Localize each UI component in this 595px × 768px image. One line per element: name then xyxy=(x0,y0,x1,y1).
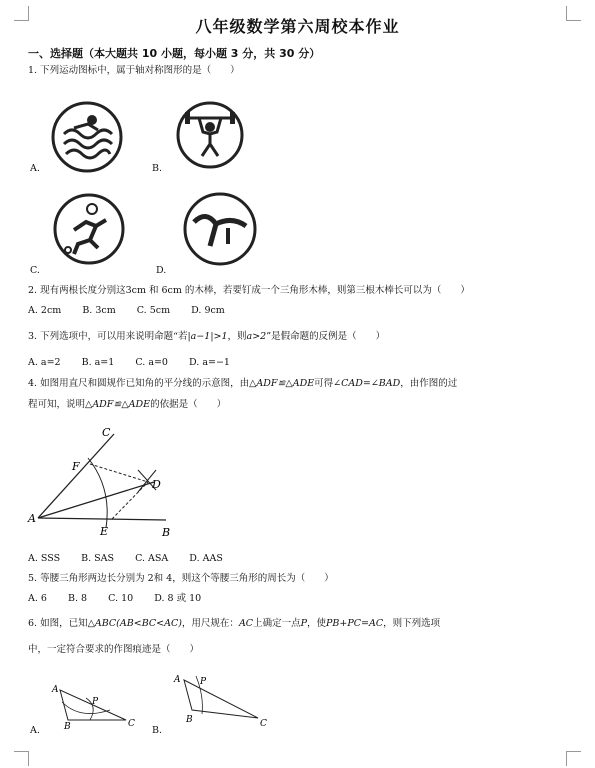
swimming-icon xyxy=(50,100,125,175)
q6-label-a: A. xyxy=(30,725,40,736)
q4-fig-label-b: B xyxy=(162,526,171,539)
weightlifting-icon xyxy=(175,100,245,170)
running-icon xyxy=(52,192,127,267)
q6-figa-label-a: A xyxy=(52,685,59,695)
q2-options xyxy=(28,304,243,318)
q6-figb-label-b: B xyxy=(186,715,193,725)
q6-figa-label-b: B xyxy=(64,722,71,732)
q4-option-b: B. SAS xyxy=(81,553,115,564)
q2-option-d: D. 9cm xyxy=(191,305,225,316)
q1-label-c: C. xyxy=(30,265,40,276)
q4-fig-label-d: D xyxy=(152,478,161,491)
q6-figa-label-p: P xyxy=(92,697,99,707)
q6-figure-b xyxy=(172,672,272,728)
q6-figa-label-c: C xyxy=(128,719,135,729)
q2-stem: 2. 现有两根长度分别这3cm 和 6cm 的木棒，若要钉成一个三角形木棒，则第三根木棒长可以为（ ） xyxy=(28,285,470,296)
q4-fig-label-c: C xyxy=(102,426,111,439)
q2-option-c: C. 5cm xyxy=(136,305,171,316)
q5-options xyxy=(28,592,219,606)
q4-fig-label-e: E xyxy=(100,525,109,538)
q3-option-b: B. a=1 xyxy=(81,357,115,368)
q6-figure-a xyxy=(50,680,140,730)
q4-fig-label-a: A xyxy=(28,512,36,525)
q4-stem-line2: 程可知，说明△ADF≌△ADE的依据是（ ） xyxy=(28,399,227,410)
q3-stem: 3. 下列选项中，可以用来说明命题“若|a−1|>1，则a>2”是假命题的反例是（ ） xyxy=(28,331,386,342)
q6-label-b: B. xyxy=(152,725,163,736)
q6-stem-line1: 6. 如图，已知△ABC(AB<BC<AC)，用尺规在：AC上确定一点P，使PB+PC=AC，则下列选项 xyxy=(28,618,441,629)
q4-fig-label-f: F xyxy=(72,460,80,473)
q4-option-c: C. ASA xyxy=(135,553,169,564)
q4-option-a: A. SSS xyxy=(28,553,61,564)
q5-option-a: A. 6 xyxy=(28,593,47,604)
q3-option-d: D. a=−1 xyxy=(189,357,230,368)
crop-mark-bottom-left xyxy=(14,751,29,766)
q4-options xyxy=(28,552,241,566)
q5-option-d: D. 8 或 10 xyxy=(154,593,202,604)
q3-option-a: A. a=2 xyxy=(28,357,61,368)
q4-option-d: D. AAS xyxy=(189,553,223,564)
q1-label-a: A. xyxy=(30,163,40,174)
q1-stem: 1. 下列运动图标中，属于轴对称图形的是（ ） xyxy=(28,65,240,76)
crop-mark-bottom-right xyxy=(566,751,581,766)
q2-option-a: A. 2cm xyxy=(28,305,62,316)
q5-option-b: B. 8 xyxy=(67,593,88,604)
q1-label-d: D. xyxy=(156,265,167,276)
q5-stem: 5. 等腰三角形两边长分别为 2和 4，则这个等腰三角形的周长为（ ） xyxy=(28,573,334,584)
q4-angle-bisector-figure xyxy=(26,420,186,545)
section-heading: 一、选择题（本大题共 10 小题，每小题 3 分，共 30 分） xyxy=(28,47,321,60)
q6-figb-label-p: P xyxy=(200,677,207,687)
skating-icon xyxy=(180,192,260,267)
q4-stem-line1: 4. 如图用直尺和圆规作已知角的平分线的示意图，由△ADF≌△ADE可得∠CAD=∠BAD，由作图的过 xyxy=(28,378,458,389)
q1-label-b: B. xyxy=(152,163,163,174)
q6-figb-label-a: A xyxy=(174,675,181,685)
q3-options xyxy=(28,356,248,370)
q3-option-c: C. a=0 xyxy=(135,357,168,368)
q5-option-c: C. 10 xyxy=(108,593,134,604)
q2-option-b: B. 3cm xyxy=(82,305,116,316)
page-title: 八年级数学第六周校本作业 xyxy=(195,17,400,36)
q6-stem-line2: 中，一定符合要求的作图痕迹是（ ） xyxy=(28,644,200,655)
q6-figb-label-c: C xyxy=(260,719,267,729)
